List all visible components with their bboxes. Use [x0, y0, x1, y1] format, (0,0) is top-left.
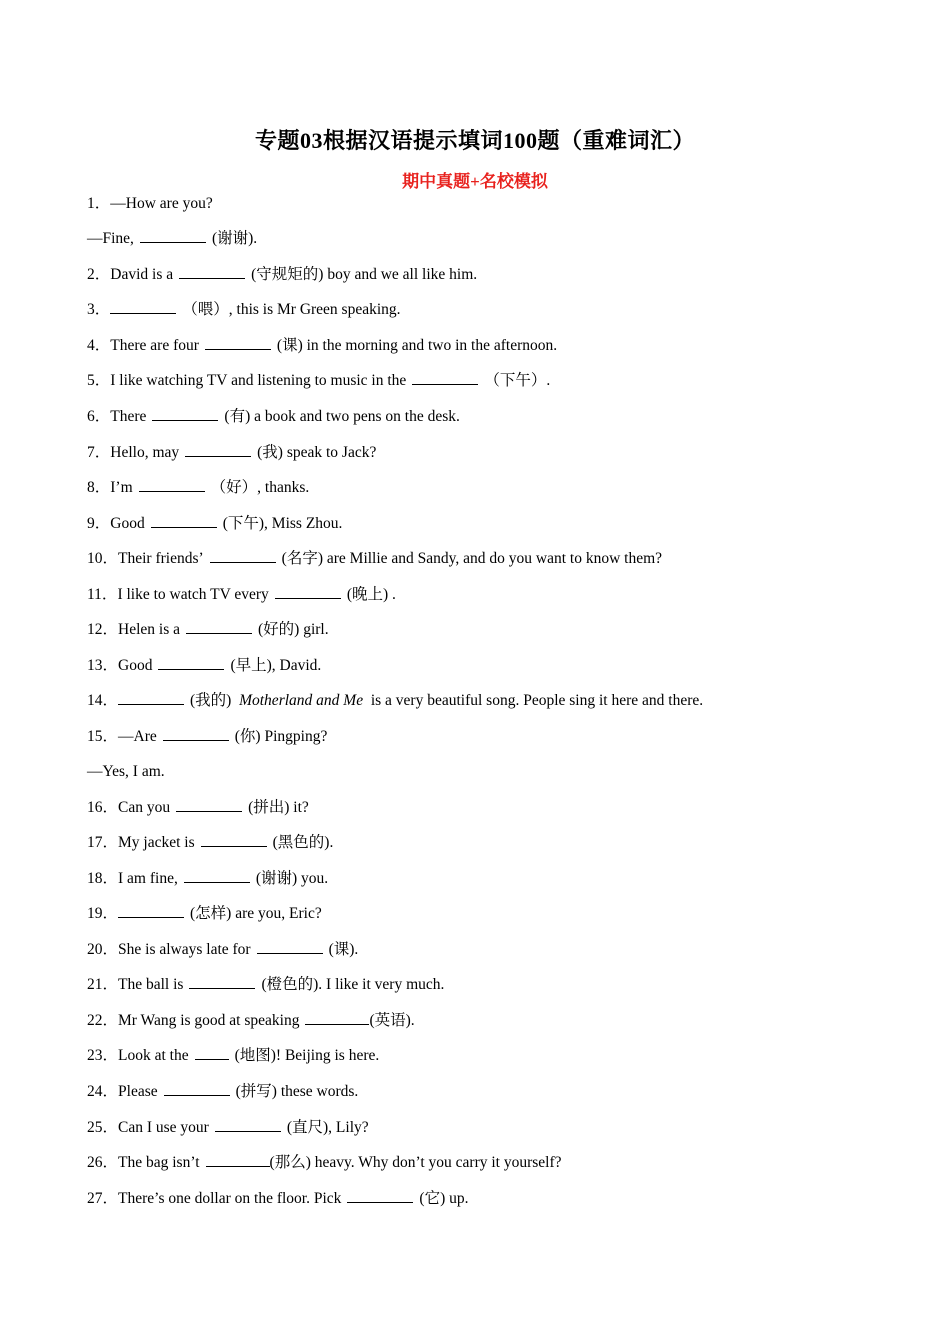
question-number: 11． [87, 586, 118, 603]
question-text: There’s one dollar on the floor. Pick [118, 1190, 342, 1207]
question-text: The ball is [118, 976, 184, 993]
question-line [87, 514, 342, 534]
question-hint: (名字) are Millie and Sandy, and do you want to know them? [281, 550, 663, 567]
answer-blank[interactable] [110, 300, 176, 314]
question-hint: (它) up. [419, 1190, 469, 1207]
question-line [87, 478, 309, 498]
question-text: The bag isn’t [118, 1154, 200, 1171]
question-hint: (谢谢). [211, 230, 258, 247]
question-text: I am fine, [118, 870, 178, 887]
question-hint: (直尺), Lily? [286, 1119, 369, 1136]
question-line [87, 1046, 379, 1066]
question-hint: (那么) heavy. Why don’t you carry it yourself? [269, 1154, 562, 1171]
question-number: 21． [87, 976, 119, 993]
question-line [87, 371, 550, 391]
question-number: 18． [87, 870, 119, 887]
question-line [87, 1082, 358, 1102]
question-hint: (好的) girl. [258, 621, 329, 638]
answer-blank[interactable] [205, 336, 271, 350]
question-line [87, 407, 460, 427]
question-hint: (地图)! Beijing is here. [234, 1047, 380, 1064]
answer-blank[interactable] [195, 1046, 229, 1060]
answer-blank[interactable] [118, 904, 184, 918]
question-line [87, 727, 327, 747]
answer-blank[interactable] [151, 514, 217, 528]
answer-blank[interactable] [176, 798, 242, 812]
question-line [87, 620, 329, 640]
question-hint: (我的) [190, 692, 232, 709]
question-number: 17． [87, 834, 119, 851]
question-number: 7． [87, 444, 111, 461]
question-number: 23． [87, 1047, 119, 1064]
answer-blank[interactable] [257, 940, 323, 954]
question-text: Look at the [118, 1047, 189, 1064]
question-hint: (课) in the morning and two in the afternoon. [276, 337, 558, 354]
question-line [87, 585, 396, 605]
question-number: 5． [87, 372, 111, 389]
question-text: —Yes, I am. [87, 763, 165, 780]
question-text: I like to watch TV every [117, 586, 269, 603]
question-number: 22． [87, 1012, 119, 1029]
question-hint: (我) speak to Jack? [257, 444, 377, 461]
question-text: Good [118, 657, 153, 674]
question-hint: (谢谢) you. [255, 870, 329, 887]
answer-blank[interactable] [139, 478, 205, 492]
question-number: 9． [87, 515, 111, 532]
question-number: 1． [87, 195, 111, 212]
question-hint: (晚上) . [346, 586, 396, 603]
answer-blank[interactable] [206, 1153, 270, 1167]
question-line [87, 194, 213, 214]
answer-blank[interactable] [412, 371, 478, 385]
question-number: 4． [87, 337, 111, 354]
question-number: 14． [87, 692, 119, 709]
question-number: 24． [87, 1083, 119, 1100]
question-text: She is always late for [118, 941, 251, 958]
page-title: 专题03根据汉语提示填词100题（重难词汇） [254, 128, 695, 153]
question-line [87, 336, 557, 356]
answer-blank[interactable] [152, 407, 218, 421]
question-line [87, 833, 333, 853]
question-text: My jacket is [118, 834, 195, 851]
question-text: There [110, 408, 147, 425]
song-title: Motherland and Me [239, 692, 364, 709]
answer-blank[interactable] [163, 727, 229, 741]
question-line [87, 1118, 369, 1138]
question-line [87, 1189, 469, 1209]
answer-blank[interactable] [347, 1189, 413, 1203]
question-line [87, 229, 257, 249]
answer-blank[interactable] [184, 869, 250, 883]
question-text: There are four [110, 337, 199, 354]
question-line [87, 265, 477, 285]
answer-blank[interactable] [186, 620, 252, 634]
question-line [87, 975, 444, 995]
question-line [87, 656, 321, 676]
question-hint: （好）, thanks. [210, 479, 310, 496]
question-hint: (有) a book and two pens on the desk. [224, 408, 460, 425]
question-line [87, 869, 328, 889]
answer-blank[interactable] [140, 229, 206, 243]
question-text: I’m [110, 479, 133, 496]
question-line [87, 549, 662, 569]
answer-blank[interactable] [189, 975, 255, 989]
question-text: Can I use your [118, 1119, 209, 1136]
question-number: 13． [87, 657, 119, 674]
question-number: 2． [87, 266, 111, 283]
question-number: 19． [87, 905, 119, 922]
question-hint: (黑色的). [272, 834, 334, 851]
question-text: Hello, may [110, 444, 180, 461]
question-text: Please [118, 1083, 158, 1100]
question-hint: (下午), Miss Zhou. [222, 515, 343, 532]
question-text: is a very beautiful song. People sing it here and there. [370, 692, 704, 709]
answer-blank[interactable] [158, 656, 224, 670]
question-hint: （喂）, this is Mr Green speaking. [182, 301, 401, 318]
question-text: Good [110, 515, 145, 532]
question-text: —Are [118, 728, 157, 745]
question-text: Mr Wang is good at speaking [118, 1012, 300, 1029]
question-hint: (怎样) are you, Eric? [190, 905, 322, 922]
answer-blank[interactable] [305, 1011, 369, 1025]
question-text: —How are you? [110, 195, 213, 212]
answer-blank[interactable] [201, 833, 267, 847]
question-text: Their friends’ [118, 550, 204, 567]
question-line [87, 691, 703, 711]
question-number: 10． [87, 550, 119, 567]
question-line [87, 1011, 415, 1031]
question-line [87, 443, 376, 463]
question-line [87, 904, 322, 924]
question-hint: (英语). [369, 1012, 415, 1029]
question-text: I like watching TV and listening to music in the [110, 372, 407, 389]
question-hint: (课). [328, 941, 359, 958]
answer-blank[interactable] [118, 691, 184, 705]
question-hint: （下午）. [484, 372, 551, 389]
question-number: 3． [87, 301, 111, 318]
question-text: —Fine, [87, 230, 134, 247]
question-number: 26． [87, 1154, 119, 1171]
question-hint: (橙色的). I like it very much. [261, 976, 445, 993]
question-number: 16． [87, 799, 119, 816]
answer-blank[interactable] [210, 549, 276, 563]
answer-blank[interactable] [215, 1118, 281, 1132]
question-text: Can you [118, 799, 171, 816]
answer-blank[interactable] [164, 1082, 230, 1096]
question-line [87, 1153, 562, 1173]
question-text: Helen is a [118, 621, 180, 638]
question-line [87, 300, 401, 320]
question-line [87, 762, 165, 782]
question-hint: (早上), David. [230, 657, 322, 674]
answer-blank[interactable] [275, 585, 341, 599]
question-hint: (拼写) these words. [235, 1083, 359, 1100]
question-number: 8． [87, 479, 111, 496]
question-hint: (守规矩的) boy and we all like him. [251, 266, 478, 283]
question-number: 27． [87, 1190, 119, 1207]
question-text: David is a [110, 266, 174, 283]
question-line [87, 940, 358, 960]
page-subtitle: 期中真题+名校模拟 [402, 172, 548, 191]
question-hint: (拼出) it? [248, 799, 309, 816]
answer-blank[interactable] [185, 443, 251, 457]
question-number: 15． [87, 728, 119, 745]
question-number: 12． [87, 621, 119, 638]
question-number: 6． [87, 408, 111, 425]
answer-blank[interactable] [179, 265, 245, 279]
question-number: 20． [87, 941, 119, 958]
question-line [87, 798, 309, 818]
question-number: 25． [87, 1119, 119, 1136]
question-hint: (你) Pingping? [234, 728, 328, 745]
